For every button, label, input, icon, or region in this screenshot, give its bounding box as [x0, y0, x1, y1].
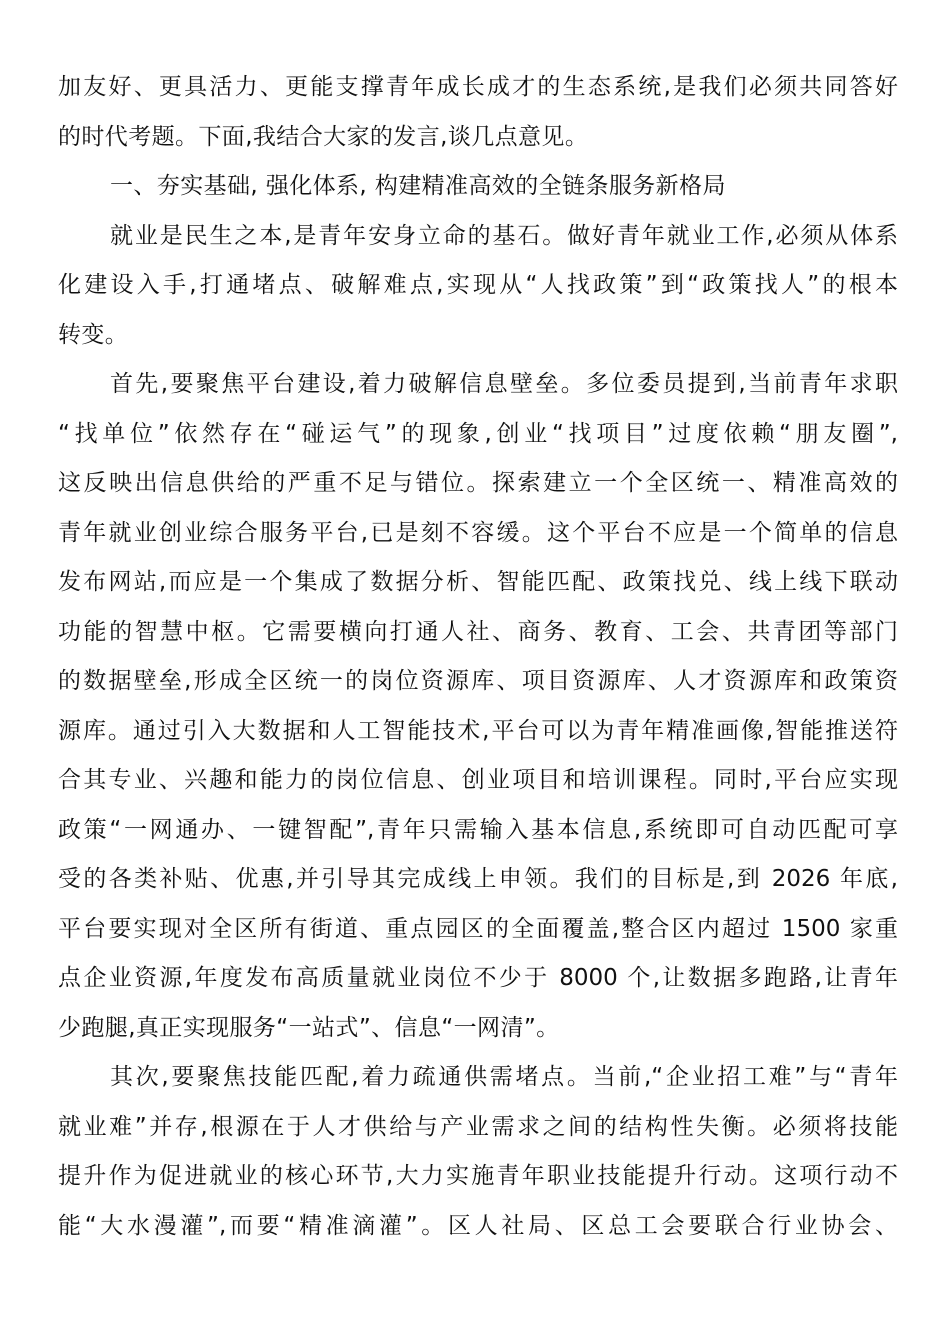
- text-line: 发布网站,而应是一个集成了数据分析、智能匹配、政策找兑、线上线下联动: [58, 569, 898, 595]
- document-body: [58, 63, 898, 1251]
- paragraph-start: 其次,要聚焦技能匹配,着力疏通供需堵点。当前,“企业招工难”与“青年: [110, 1064, 898, 1090]
- text-line: 加友好、更具活力、更能支撑青年成长成才的生态系统,是我们必须共同答好: [58, 74, 898, 100]
- text-line: 功能的智慧中枢。它需要横向打通人社、商务、教育、工会、共青团等部门: [58, 618, 898, 645]
- paragraph-start: 就业是民生之本,是青年安身立命的基石。做好青年就业工作,必须从体系: [110, 222, 898, 249]
- text-line: 平台要实现对全区所有街道、重点园区的全面覆盖,整合区内超过 1500 家重: [58, 915, 898, 942]
- text-line: 的时代考题。下面,我结合大家的发言,谈几点意见。: [58, 123, 589, 150]
- text-line: 转变。: [58, 321, 129, 348]
- text-line: 青年就业创业综合服务平台,已是刻不容缓。这个平台不应是一个简单的信息: [58, 519, 898, 546]
- text-line: 就业难”并存,根源在于人才供给与产业需求之间的结构性失衡。必须将技能: [58, 1113, 898, 1140]
- text-line: 化建设入手,打通堵点、破解难点,实现从“人找政策”到“政策找人”的根本: [58, 272, 898, 298]
- text-line: 受的各类补贴、优惠,并引导其完成线上申领。我们的目标是,到 2026 年底,: [58, 866, 898, 892]
- section-heading: 一、夯实基础, 强化体系, 构建精准高效的全链条服务新格局: [110, 173, 726, 199]
- text-line: 的数据壁垒,形成全区统一的岗位资源库、项目资源库、人才资源库和政策资: [58, 668, 898, 694]
- text-line: 政策“一网通办、一键智配”,青年只需输入基本信息,系统即可自动匹配可享: [58, 816, 898, 843]
- paragraph-start: 首先,要聚焦平台建设,着力破解信息壁垒。多位委员提到,当前青年求职: [110, 371, 898, 397]
- text-line: 少跑腿,真正实现服务“一站式”、信息“一网清”。: [58, 1014, 560, 1041]
- text-line: 源库。通过引入大数据和人工智能技术,平台可以为青年精准画像,智能推送符: [58, 717, 898, 744]
- text-line: 能“大水漫灌”,而要“精准滴灌”。区人社局、区总工会要联合行业协会、: [58, 1212, 898, 1239]
- text-line: 这反映出信息供给的严重不足与错位。探索建立一个全区统一、精准高效的: [58, 470, 898, 496]
- text-line: “找单位”依然存在“碰运气”的现象,创业“找项目”过度依赖“朋友圈”,: [58, 420, 898, 447]
- text-line: 点企业资源,年度发布高质量就业岗位不少于 8000 个,让数据多跑路,让青年: [58, 965, 898, 991]
- text-line: 合其专业、兴趣和能力的岗位信息、创业项目和培训课程。同时,平台应实现: [58, 767, 898, 793]
- text-line: 提升作为促进就业的核心环节,大力实施青年职业技能提升行动。这项行动不: [58, 1163, 898, 1189]
